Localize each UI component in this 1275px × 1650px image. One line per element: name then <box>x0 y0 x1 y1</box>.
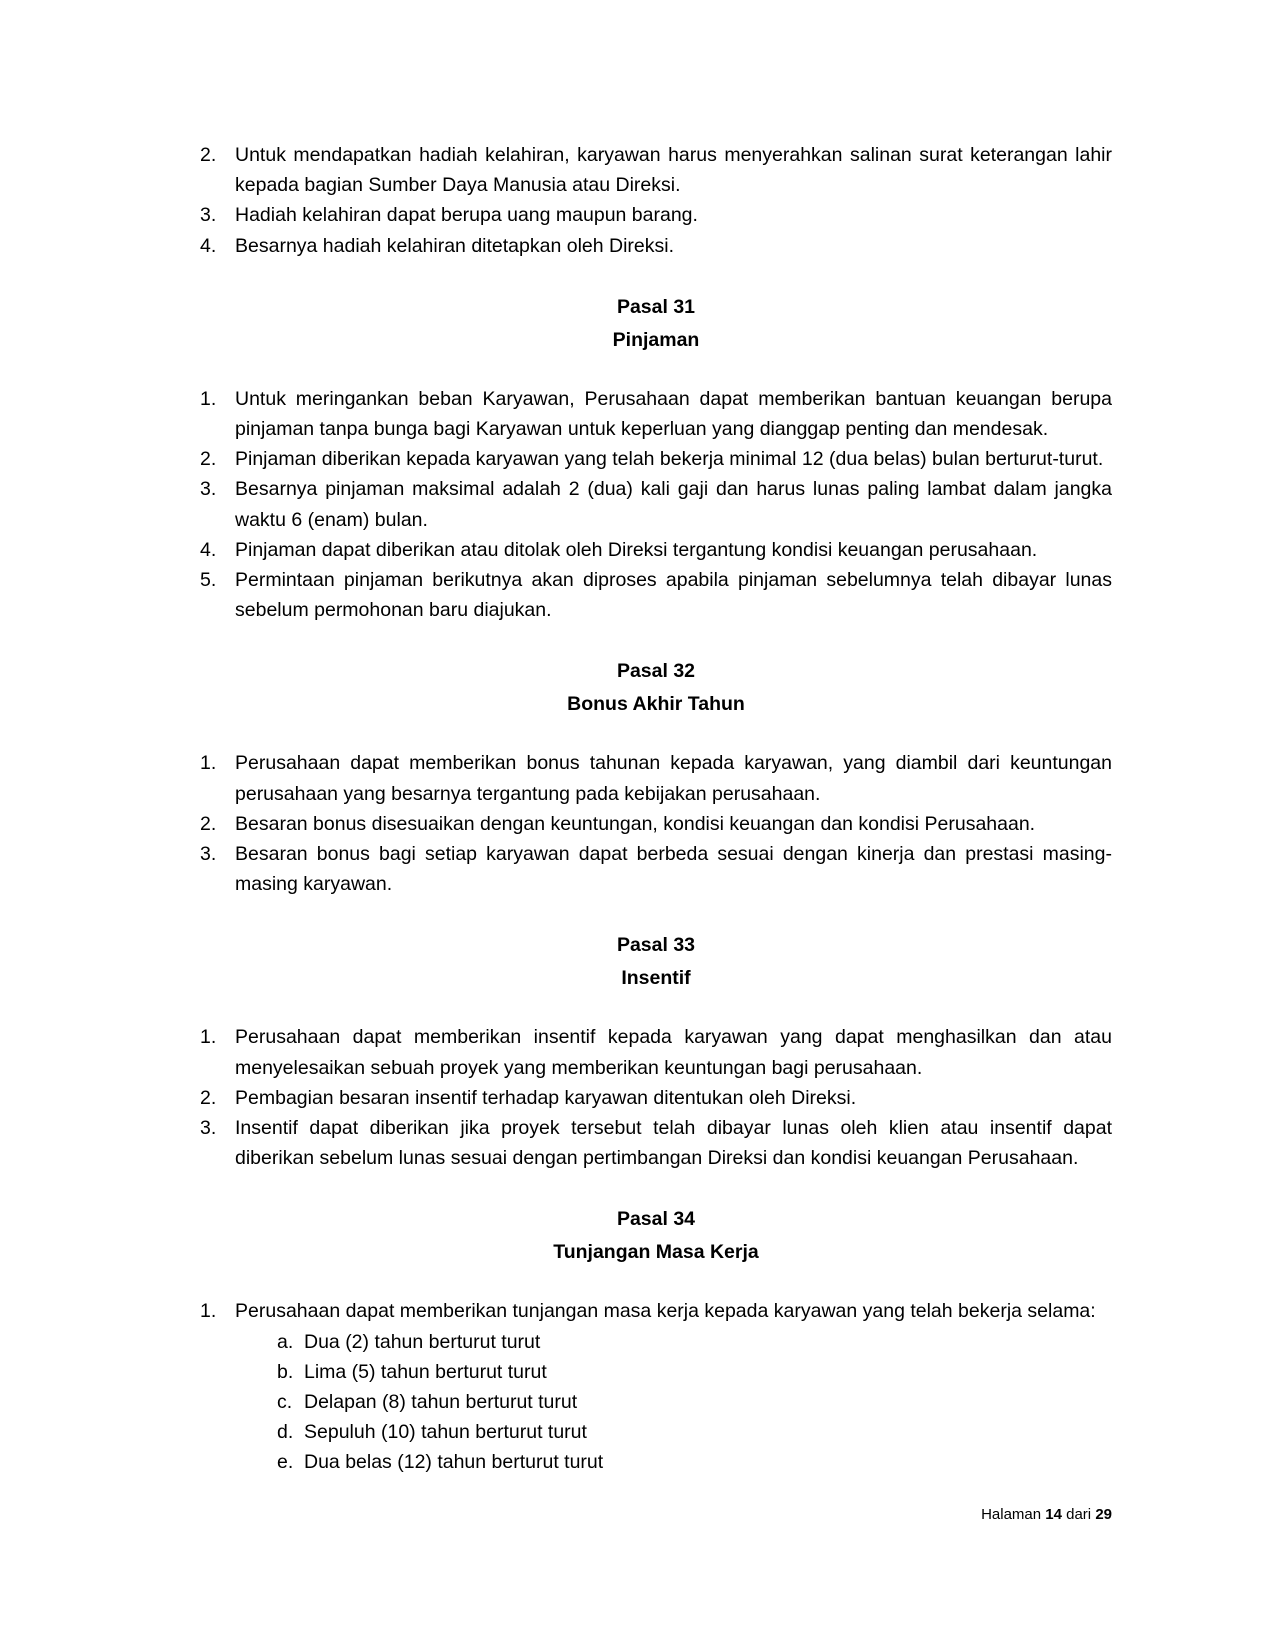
list-item-number: 1. <box>200 387 217 410</box>
pasal-32-title: Bonus Akhir Tahun <box>567 693 745 716</box>
list-item-text: Perusahaan dapat memberikan bonus tahunan kepada karyawan, yang diambil dari keuntungan perusahaan yang besarnya tergantung pada kebijakan perusahaan. <box>235 752 1112 805</box>
list-item-text: Besarnya hadiah kelahiran ditetapkan oleh Direksi. <box>235 234 675 257</box>
footer-current-page: 14 <box>1045 1506 1062 1523</box>
list-item-number: 1. <box>200 1300 217 1323</box>
pasal-32-list <box>200 748 1112 899</box>
list-item <box>200 1022 1112 1082</box>
pasal-31-heading <box>200 291 1112 357</box>
sub-list-item-text: Dua belas (12) tahun berturut turut <box>304 1451 604 1474</box>
list-item-number: 5. <box>200 569 217 592</box>
list-item-text: Untuk mendapatkan hadiah kelahiran, karyawan harus menyerahkan salinan surat keterangan lahir kepada bagian Sumber Daya Manusia atau Direksi. <box>235 144 1112 197</box>
sub-list-item-letter: e. <box>277 1451 294 1474</box>
list-item <box>200 1083 1112 1113</box>
sub-list-item-letter: a. <box>277 1330 294 1353</box>
list-item-number: 4. <box>200 538 217 561</box>
sub-list-item-text: Sepuluh (10) tahun berturut turut <box>304 1421 587 1444</box>
footer-separator: dari <box>1066 1506 1092 1523</box>
sub-list-item <box>277 1327 1112 1357</box>
list-item <box>200 809 1112 839</box>
list-item <box>200 384 1112 444</box>
list-item-number: 3. <box>200 843 217 866</box>
list-item-number: 2. <box>200 448 217 471</box>
list-item-text: Untuk meringankan beban Karyawan, Perusahaan dapat memberikan bantuan keuangan berupa pinjaman tanpa bunga bagi Karyawan untuk keperluan yang dianggap penting dan mendesak. <box>235 387 1112 441</box>
list-item-number: 2. <box>200 1086 217 1109</box>
document-content <box>200 140 1112 1478</box>
sub-list-item <box>277 1357 1112 1387</box>
list-item-text: Hadiah kelahiran dapat berupa uang maupun barang. <box>235 204 698 227</box>
list-item-text: Permintaan pinjaman berikutnya akan diproses apabila pinjaman sebelumnya telah dibayar lunas sebelum permohonan baru diajukan. <box>235 569 1112 622</box>
pasal-34-heading <box>200 1203 1112 1269</box>
list-item-text: Pinjaman dapat diberikan atau ditolak oleh Direksi tergantung kondisi keuangan perusahaan. <box>235 538 1038 561</box>
list-item <box>200 1296 1112 1477</box>
list-item-text: Besaran bonus bagi setiap karyawan dapat berbeda sesuai dengan kinerja dan prestasi masing-masing karyawan. <box>235 843 1112 896</box>
list-item <box>200 200 1112 230</box>
list-item-number: 3. <box>200 1117 217 1140</box>
page-footer <box>981 1505 1112 1525</box>
list-item-text: Pinjaman diberikan kepada karyawan yang telah bekerja minimal 12 (dua belas) bulan berturut-turut. <box>235 448 1104 471</box>
pasal-34-number: Pasal 34 <box>616 1208 696 1231</box>
sub-list-item-letter: d. <box>277 1421 294 1444</box>
pasal-31-number: Pasal 31 <box>616 295 696 318</box>
list-item-text: Pembagian besaran insentif terhadap karyawan ditentukan oleh Direksi. <box>235 1086 857 1109</box>
pasal-34-title: Tunjangan Masa Kerja <box>553 1241 759 1264</box>
list-item <box>200 748 1112 808</box>
list-item-text: Perusahaan dapat memberikan tunjangan masa kerja kepada karyawan yang telah bekerja selama: <box>235 1300 1096 1323</box>
list-item <box>200 535 1112 565</box>
sub-list-item-text: Dua (2) tahun berturut turut <box>304 1330 541 1353</box>
sub-list-item <box>277 1447 1112 1477</box>
list-item-number: 3. <box>200 204 217 227</box>
list-item <box>200 565 1112 625</box>
list-item-number: 4. <box>200 234 217 257</box>
list-item-number: 3. <box>200 478 217 501</box>
sub-list-item-letter: c. <box>277 1391 293 1414</box>
pasal-31-title: Pinjaman <box>612 328 700 351</box>
footer-total-pages: 29 <box>1095 1506 1112 1523</box>
sub-list-item <box>277 1417 1112 1447</box>
footer-prefix: Halaman <box>981 1506 1042 1523</box>
list-item <box>200 474 1112 534</box>
pasal-34-sub-list <box>277 1327 1112 1478</box>
sub-list-item-text: Lima (5) tahun berturut turut <box>304 1360 547 1383</box>
pasal-32-heading <box>200 655 1112 721</box>
list-item-text: Insentif dapat diberikan jika proyek tersebut telah dibayar lunas oleh klien atau insentif dapat diberikan sebelum lunas sesuai dengan pertimbangan Direksi dan kondisi keuangan Perusahaan. <box>235 1117 1112 1170</box>
list-item-number: 2. <box>200 144 217 166</box>
sub-list-item-text: Delapan (8) tahun berturut turut <box>304 1391 578 1414</box>
pasal-33-title: Insentif <box>621 967 691 990</box>
pasal-33-heading <box>200 929 1112 995</box>
pasal-33-list <box>200 1022 1112 1173</box>
list-item <box>200 231 1112 261</box>
pasal-33-number: Pasal 33 <box>616 934 696 957</box>
list-item <box>200 444 1112 474</box>
list-item <box>200 839 1112 899</box>
sub-list-item <box>277 1387 1112 1417</box>
list-item-number: 2. <box>200 812 217 835</box>
list-item <box>200 1113 1112 1173</box>
list-item <box>200 140 1112 200</box>
list-item-number: 1. <box>200 752 217 775</box>
list-item-text: Besarnya pinjaman maksimal adalah 2 (dua) kali gaji dan harus lunas paling lambat dalam jangka waktu 6 (enam) bulan. <box>235 478 1112 531</box>
list-item-number: 1. <box>200 1026 217 1049</box>
pasal-34-list <box>200 1296 1112 1477</box>
continuation-list <box>200 140 1112 261</box>
sub-list-item-letter: b. <box>277 1360 294 1383</box>
pasal-32-number: Pasal 32 <box>616 660 696 683</box>
list-item-text: Besaran bonus disesuaikan dengan keuntungan, kondisi keuangan dan kondisi Perusahaan. <box>235 812 1036 835</box>
pasal-31-list <box>200 384 1112 626</box>
list-item-text: Perusahaan dapat memberikan insentif kepada karyawan yang dapat menghasilkan dan atau menyelesaikan sebuah proyek yang memberikan keuntungan bagi perusahaan. <box>235 1026 1112 1079</box>
